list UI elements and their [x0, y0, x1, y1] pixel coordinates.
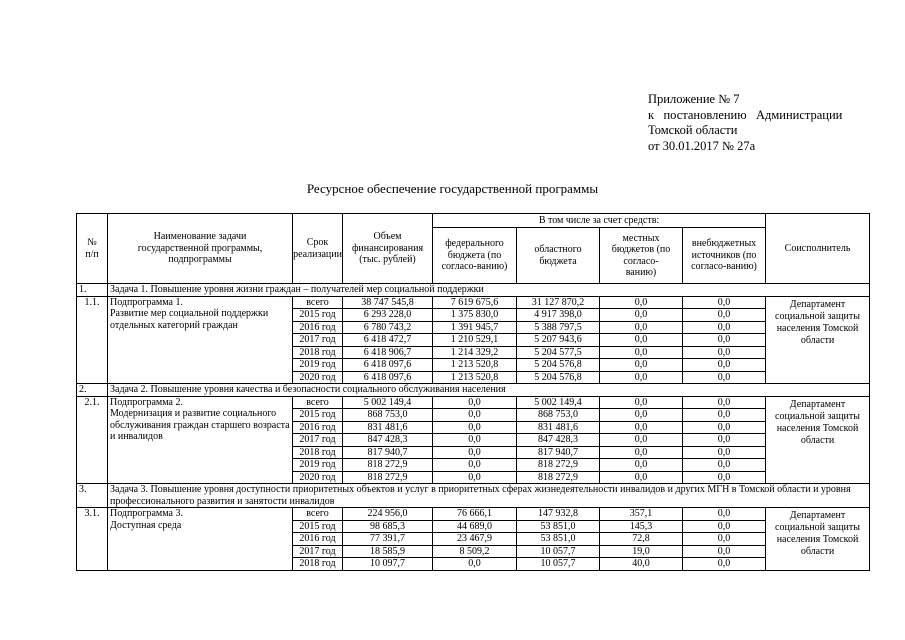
federal-cell: 0,0	[433, 459, 517, 472]
extrabudget-cell: 0,0	[683, 334, 766, 347]
subprogram-description: Доступная среда	[110, 519, 182, 531]
federal-cell: 1 391 945,7	[433, 321, 517, 334]
local-cell: 0,0	[600, 309, 683, 322]
regional-cell: 818 272,9	[517, 471, 600, 484]
federal-cell: 1 210 529,1	[433, 334, 517, 347]
volume-cell: 10 097,7	[343, 558, 433, 571]
task-number: 1.	[77, 284, 108, 297]
term-cell: 2017 год	[293, 334, 343, 347]
volume-cell: 77 391,7	[343, 533, 433, 546]
term-cell: 2015 год	[293, 409, 343, 422]
subprogram-number: 2.1.	[77, 396, 108, 484]
volume-cell: 98 685,3	[343, 520, 433, 533]
extrabudget-cell: 0,0	[683, 371, 766, 384]
term-cell: 2019 год	[293, 459, 343, 472]
volume-cell: 818 272,9	[343, 459, 433, 472]
table-body	[77, 284, 870, 571]
table-row	[77, 396, 870, 409]
volume-cell: 18 585,9	[343, 545, 433, 558]
regional-cell: 5 204 576,8	[517, 371, 600, 384]
federal-cell: 23 467,9	[433, 533, 517, 546]
local-cell: 0,0	[600, 321, 683, 334]
extrabudget-cell: 0,0	[683, 409, 766, 422]
header-regional: областного бюджета	[517, 228, 600, 284]
volume-cell: 817 940,7	[343, 446, 433, 459]
regional-cell: 817 940,7	[517, 446, 600, 459]
term-cell: 2019 год	[293, 359, 343, 372]
subprogram-name	[108, 396, 293, 484]
header-term: Срок реализации	[293, 214, 343, 284]
volume-cell: 38 747 545,8	[343, 296, 433, 309]
federal-cell: 1 213 520,8	[433, 359, 517, 372]
regional-cell: 5 388 797,5	[517, 321, 600, 334]
local-cell: 0,0	[600, 409, 683, 422]
extrabudget-cell: 0,0	[683, 296, 766, 309]
volume-cell: 6 418 906,7	[343, 346, 433, 359]
task-number: 2.	[77, 384, 108, 397]
task-row	[77, 384, 870, 397]
term-cell: 2017 год	[293, 545, 343, 558]
volume-cell: 6 418 097,6	[343, 359, 433, 372]
volume-cell: 5 002 149,4	[343, 396, 433, 409]
extrabudget-cell: 0,0	[683, 309, 766, 322]
federal-cell: 0,0	[433, 396, 517, 409]
term-cell: 2016 год	[293, 533, 343, 546]
local-cell: 357,1	[600, 508, 683, 521]
regional-cell: 31 127 870,2	[517, 296, 600, 309]
task-text: Задача 2. Повышение уровня качества и безопасности социального обслуживания населения	[108, 384, 870, 397]
appendix-line-1: Приложение № 7	[648, 92, 740, 106]
header-coexecutor: Соисполнитель	[766, 214, 870, 284]
local-cell: 0,0	[600, 371, 683, 384]
term-cell: 2018 год	[293, 558, 343, 571]
regional-cell: 147 932,8	[517, 508, 600, 521]
regional-cell: 831 481,6	[517, 421, 600, 434]
regional-cell: 10 057,7	[517, 545, 600, 558]
local-cell: 0,0	[600, 359, 683, 372]
local-cell: 0,0	[600, 346, 683, 359]
federal-cell: 0,0	[433, 558, 517, 571]
subprogram-description: Модернизация и развитие социального обслуживания граждан старшего возраста и инвалидов	[110, 408, 290, 442]
volume-cell: 6 418 472,7	[343, 334, 433, 347]
federal-cell: 0,0	[433, 409, 517, 422]
volume-cell: 6 780 743,2	[343, 321, 433, 334]
header-federal: федерального бюджета (по согласо-ванию)	[433, 228, 517, 284]
subprogram-title: Подпрограмма 1.	[110, 296, 183, 308]
term-cell: 2020 год	[293, 471, 343, 484]
local-cell: 40,0	[600, 558, 683, 571]
term-cell: 2016 год	[293, 321, 343, 334]
task-row	[77, 284, 870, 297]
extrabudget-cell: 0,0	[683, 459, 766, 472]
extrabudget-cell: 0,0	[683, 545, 766, 558]
table-row	[77, 508, 870, 521]
regional-cell: 5 204 577,5	[517, 346, 600, 359]
term-cell: 2018 год	[293, 346, 343, 359]
header-including: В том числе за счет средств:	[433, 214, 766, 228]
extrabudget-cell: 0,0	[683, 508, 766, 521]
resource-table	[76, 213, 870, 571]
federal-cell: 0,0	[433, 446, 517, 459]
local-cell: 19,0	[600, 545, 683, 558]
local-cell: 0,0	[600, 296, 683, 309]
header-local: местных бюджетов (по согласо-ванию)	[600, 228, 683, 284]
extrabudget-cell: 0,0	[683, 396, 766, 409]
regional-cell: 5 207 943,6	[517, 334, 600, 347]
subprogram-name	[108, 296, 293, 384]
task-text: Задача 3. Повышение уровня доступности приоритетных объектов и услуг в приоритетных сферах жизнедеятельности инвалидов и других МГН в Томской области и уровня профессионального развития и занятости инвалидов	[108, 484, 870, 508]
appendix-line-3: Томской области	[648, 123, 738, 137]
regional-cell: 868 753,0	[517, 409, 600, 422]
local-cell: 145,3	[600, 520, 683, 533]
federal-cell: 0,0	[433, 434, 517, 447]
federal-cell: 0,0	[433, 421, 517, 434]
extrabudget-cell: 0,0	[683, 446, 766, 459]
coexecutor-cell: Департамент социальной защиты населения Томской области	[766, 396, 870, 484]
volume-cell: 868 753,0	[343, 409, 433, 422]
task-row	[77, 484, 870, 508]
header-no: № п/п	[77, 214, 108, 284]
volume-cell: 224 956,0	[343, 508, 433, 521]
term-cell: 2016 год	[293, 421, 343, 434]
federal-cell: 1 213 520,8	[433, 371, 517, 384]
extrabudget-cell: 0,0	[683, 346, 766, 359]
header-name: Наименование задачи государственной программы, подпрограммы	[108, 214, 293, 284]
table-row	[77, 296, 870, 309]
term-cell: 2015 год	[293, 520, 343, 533]
volume-cell: 831 481,6	[343, 421, 433, 434]
volume-cell: 6 418 097,6	[343, 371, 433, 384]
regional-cell: 847 428,3	[517, 434, 600, 447]
extrabudget-cell: 0,0	[683, 471, 766, 484]
regional-cell: 5 002 149,4	[517, 396, 600, 409]
extrabudget-cell: 0,0	[683, 533, 766, 546]
term-cell: 2017 год	[293, 434, 343, 447]
subprogram-title: Подпрограмма 2.	[110, 396, 183, 408]
federal-cell: 7 619 675,6	[433, 296, 517, 309]
subprogram-name	[108, 508, 293, 571]
extrabudget-cell: 0,0	[683, 520, 766, 533]
regional-cell: 818 272,9	[517, 459, 600, 472]
header-volume: Объем финансирования (тыс. рублей)	[343, 214, 433, 284]
term-cell: 2018 год	[293, 446, 343, 459]
local-cell: 72,8	[600, 533, 683, 546]
federal-cell: 44 689,0	[433, 520, 517, 533]
term-cell: всего	[293, 296, 343, 309]
subprogram-description: Развитие мер социальной поддержки отдельных категорий граждан	[110, 308, 269, 331]
regional-cell: 5 204 576,8	[517, 359, 600, 372]
federal-cell: 8 509,2	[433, 545, 517, 558]
volume-cell: 818 272,9	[343, 471, 433, 484]
local-cell: 0,0	[600, 334, 683, 347]
regional-cell: 53 851,0	[517, 520, 600, 533]
extrabudget-cell: 0,0	[683, 434, 766, 447]
task-text: Задача 1. Повышение уровня жизни граждан – получателей мер социальной поддержки	[108, 284, 870, 297]
extrabudget-cell: 0,0	[683, 421, 766, 434]
extrabudget-cell: 0,0	[683, 321, 766, 334]
regional-cell: 53 851,0	[517, 533, 600, 546]
term-cell: всего	[293, 396, 343, 409]
subprogram-number: 1.1.	[77, 296, 108, 384]
term-cell: 2015 год	[293, 309, 343, 322]
local-cell: 0,0	[600, 446, 683, 459]
federal-cell: 1 214 329,2	[433, 346, 517, 359]
local-cell: 0,0	[600, 459, 683, 472]
local-cell: 0,0	[600, 471, 683, 484]
federal-cell: 1 375 830,0	[433, 309, 517, 322]
volume-cell: 847 428,3	[343, 434, 433, 447]
document-title: Ресурсное обеспечение государственной программы	[306, 181, 599, 196]
term-cell: 2020 год	[293, 371, 343, 384]
extrabudget-cell: 0,0	[683, 558, 766, 571]
subprogram-number: 3.1.	[77, 508, 108, 571]
federal-cell: 0,0	[433, 471, 517, 484]
appendix-line-4: от 30.01.2017 № 27а	[648, 138, 756, 153]
header-extrabudget: внебюджетных источников (по согласо-ванию)	[683, 228, 766, 284]
local-cell: 0,0	[600, 434, 683, 447]
subprogram-title: Подпрограмма 3.	[110, 508, 183, 519]
task-number: 3.	[77, 484, 108, 508]
federal-cell: 76 666,1	[433, 508, 517, 521]
coexecutor-cell: Департамент социальной защиты населения Томской области	[766, 296, 870, 384]
coexecutor-cell: Департамент социальной защиты населения Томской области	[766, 508, 870, 571]
appendix-line-2: к постановлению Администрации	[648, 107, 843, 122]
appendix-block	[648, 92, 842, 154]
regional-cell: 10 057,7	[517, 558, 600, 571]
regional-cell: 4 917 398,0	[517, 309, 600, 322]
extrabudget-cell: 0,0	[683, 359, 766, 372]
local-cell: 0,0	[600, 421, 683, 434]
local-cell: 0,0	[600, 396, 683, 409]
term-cell: всего	[293, 508, 343, 521]
volume-cell: 6 293 228,0	[343, 309, 433, 322]
